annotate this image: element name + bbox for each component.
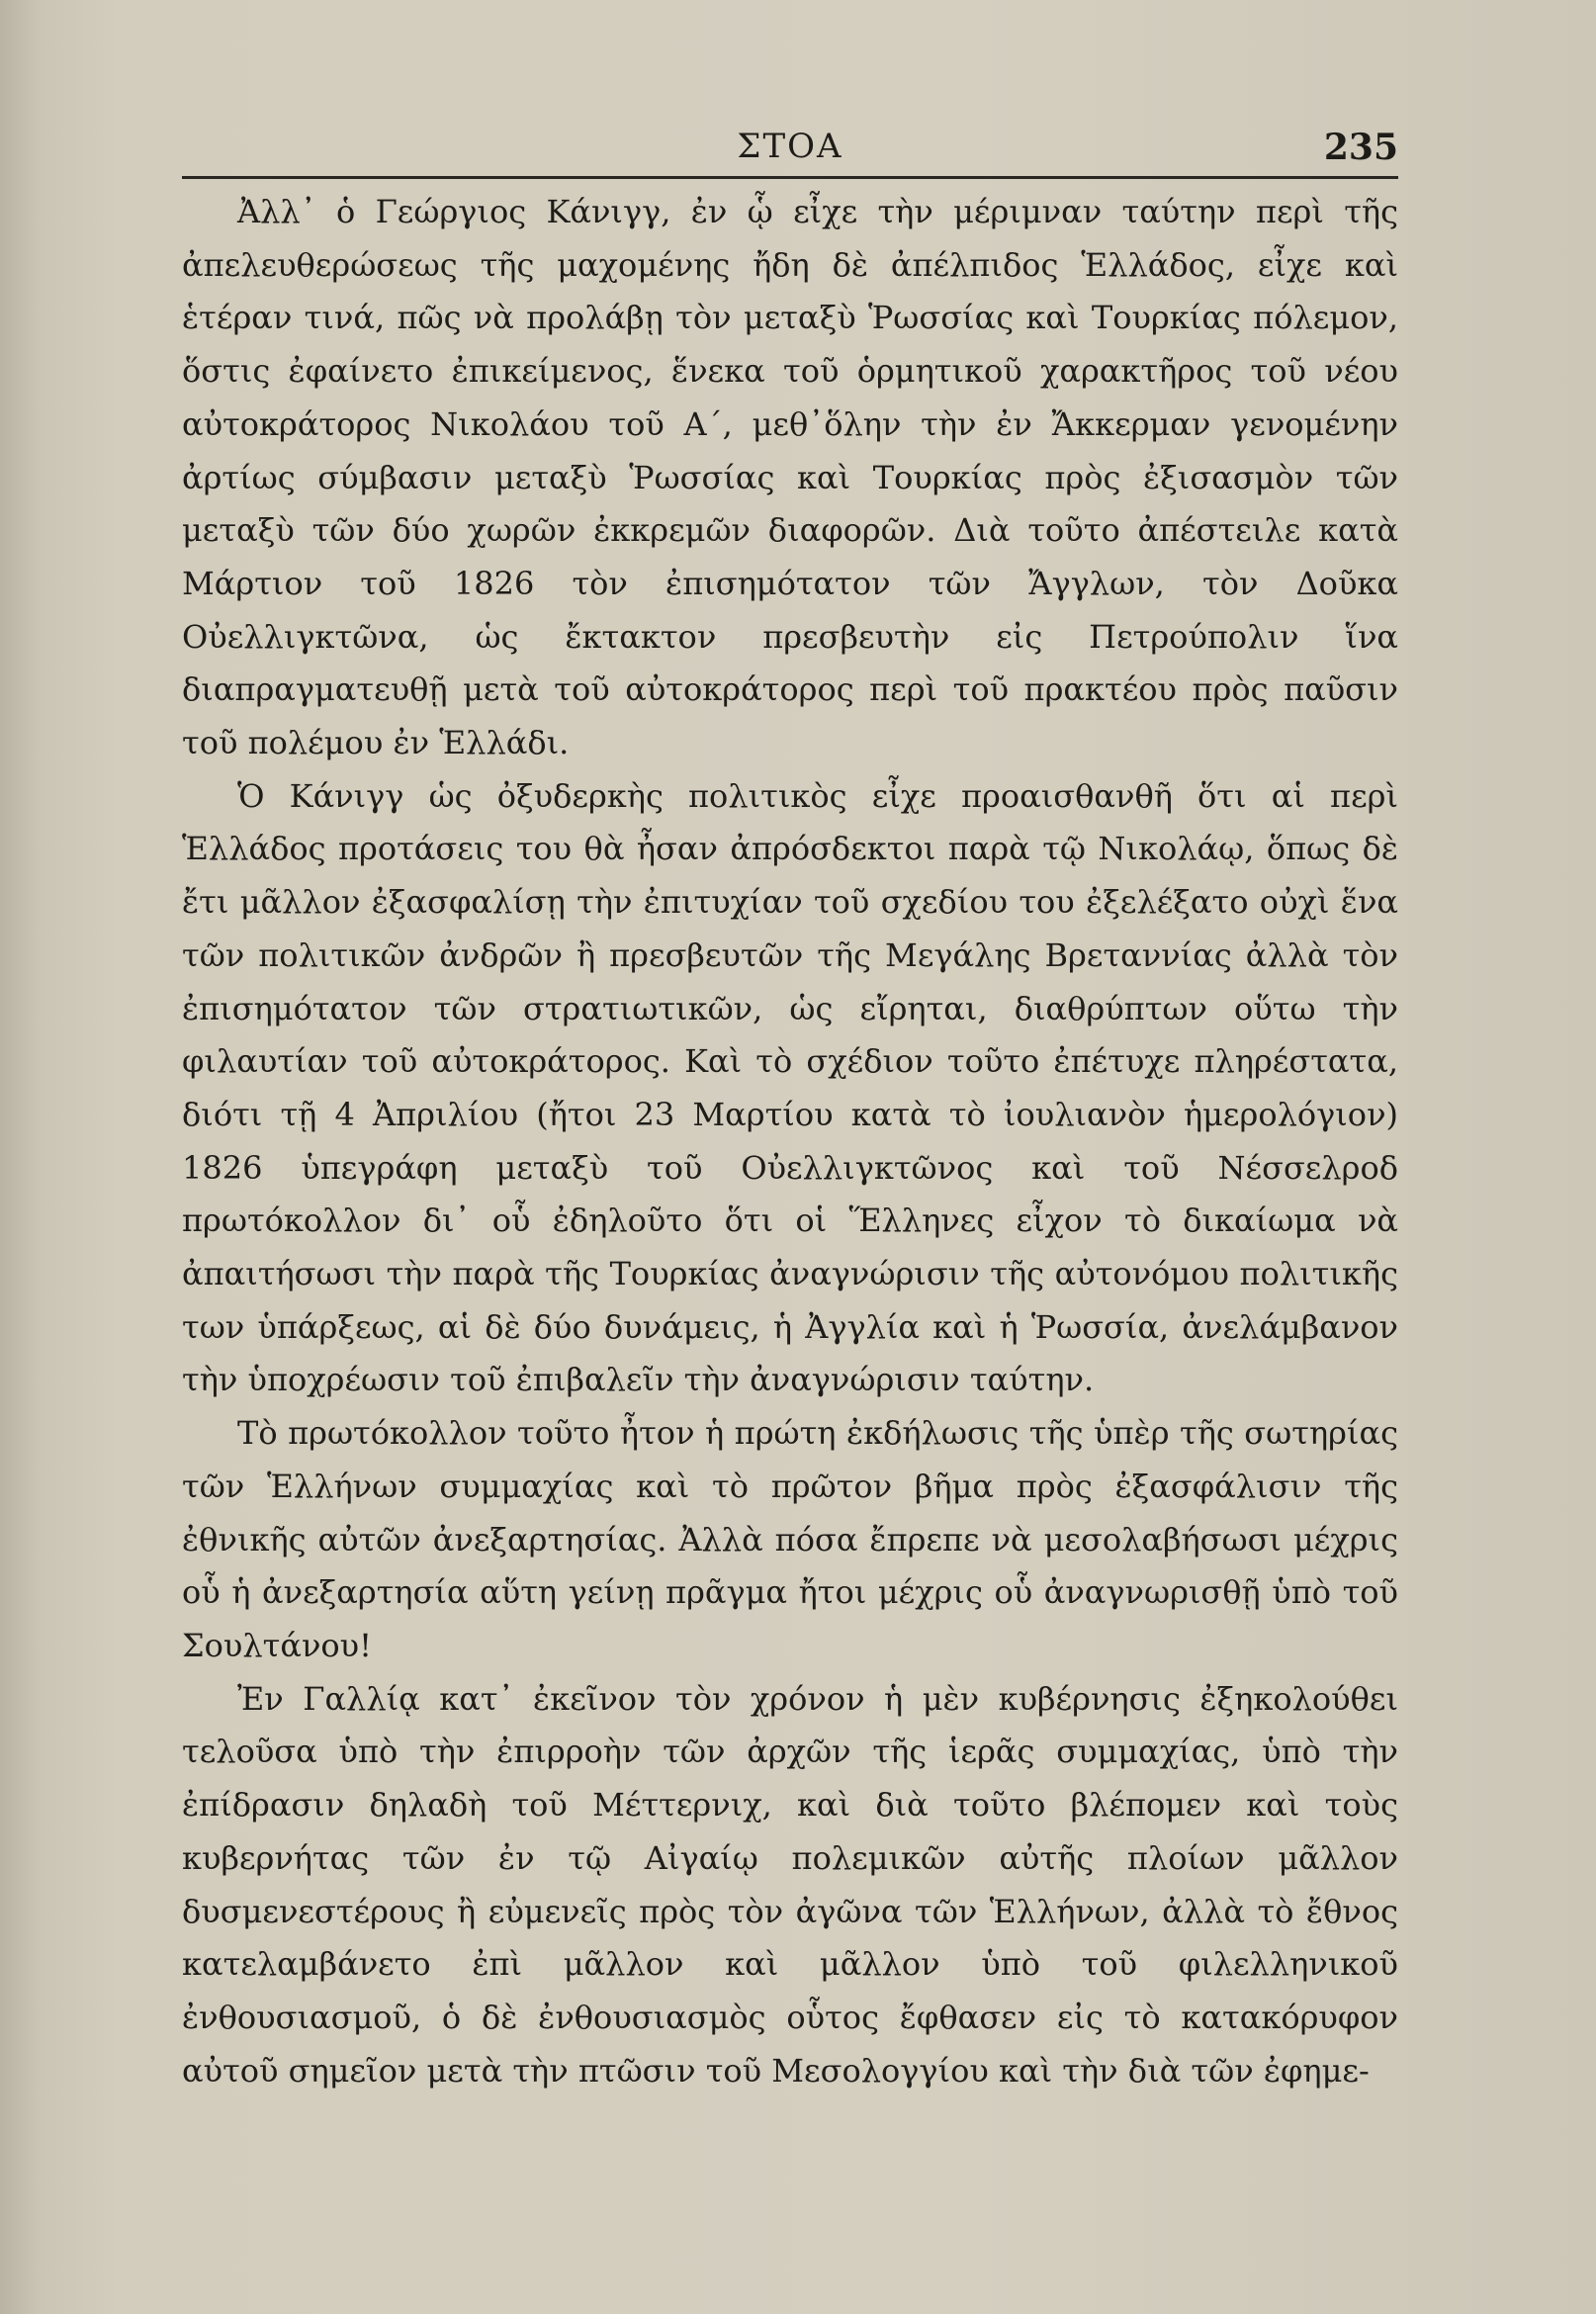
paragraph: Τὸ πρωτόκολλον τοῦτο ἦτον ἡ πρώτη ἐκδήλωσις τῆς ὑπὲρ τῆς σωτηρίας τῶν Ἑλλήνων συμμαχίας καὶ τὸ πρῶτον βῆμα πρὸς ἐξασφάλισιν τῆς ἐθνικῆς αὐτῶν ἀνεξαρτησίας. Ἀλλὰ πόσα ἔπρεπε νὰ μεσολαβήσωσι μέχρις οὗ ἡ ἀνεξαρτησία αὕτη γείνῃ πρᾶγμα ἤτοι μέχρις οὗ ἀναγνωρισθῇ ὑπὸ τοῦ Σουλτάνου!	[182, 1414, 1398, 1664]
page-header	[182, 127, 1398, 176]
page-number: 235	[1323, 127, 1398, 168]
header-rule	[182, 176, 1398, 179]
paragraph: Ἀλλ᾽ ὁ Γεώργιος Κάνιγγ, ἐν ᾧ εἶχε τὴν μέριμναν ταύτην περὶ τῆς ἀπελευθερώσεως τῆς μαχομένης ἤδη δὲ ἀπέλπιδος Ἑλλάδος, εἶχε καὶ ἑτέραν τινά, πῶς νὰ προλάβῃ τὸν μεταξὺ Ῥωσσίας καὶ Τουρκίας πόλεμον, ὅστις ἐφαίνετο ἐπικείμενος, ἕνεκα τοῦ ὁρμητικοῦ χαρακτῆρος τοῦ νέου αὐτοκράτορος Νικολάου τοῦ Α΄, μεθ᾽ὅλην τὴν ἐν Ἄκκερμαν γενομένην ἀρτίως σύμβασιν μεταξὺ Ῥωσσίας καὶ Τουρκίας πρὸς ἐξισασμὸν τῶν μεταξὺ τῶν δύο χωρῶν ἐκκρεμῶν διαφορῶν. Διὰ τοῦτο ἀπέστειλε κατὰ Μάρτιον τοῦ 1826 τὸν ἐπισημότατον τῶν Ἄγγλων, τὸν Δοῦκα Οὐελλιγκτῶνα, ὡς ἔκτακτον πρεσβευτὴν εἰς Πετρούπολιν ἵνα διαπραγματευθῇ μετὰ τοῦ αὐτοκράτορος περὶ τοῦ πρακτέου πρὸς παῦσιν τοῦ πολέμου ἐν Ἑλλάδι.	[182, 193, 1398, 762]
paragraph: Ἐν Γαλλίᾳ κατ᾽ ἐκεῖνον τὸν χρόνον ἡ μὲν κυβέρνησις ἐξηκολούθει τελοῦσα ὑπὸ τὴν ἐπιρροὴν τῶν ἀρχῶν τῆς ἱερᾶς συμμαχίας, ὑπὸ τὴν ἐπίδρασιν δηλαδὴ τοῦ Μέττερνιχ, καὶ διὰ τοῦτο βλέπομεν καὶ τοὺς κυβερνήτας τῶν ἐν τῷ Αἰγαίῳ πολεμικῶν αὐτῆς πλοίων μᾶλλον δυσμενεστέρους ἢ εὐμενεῖς πρὸς τὸν ἀγῶνα τῶν Ἑλλήνων, ἀλλὰ τὸ ἔθνος κατελαμβάνετο ἐπὶ μᾶλλον καὶ μᾶλλον ὑπὸ τοῦ φιλελληνικοῦ ἐνθουσιασμοῦ, ὁ δὲ ἐνθουσιασμὸς οὗτος ἔφθασεν εἰς τὸ κατακόρυφον αὐτοῦ σημεῖον μετὰ τὴν πτῶσιν τοῦ Μεσολογγίου καὶ τὴν διὰ τῶν ἐφημε-	[182, 1679, 1398, 2090]
body-text	[182, 186, 1398, 2097]
running-title: ΣΤΟΑ	[737, 127, 843, 166]
paragraph: Ὁ Κάνιγγ ὡς ὀξυδερκὴς πολιτικὸς εἶχε προαισθανθῆ ὅτι αἱ περὶ Ἑλλάδος προτάσεις του θὰ ἦσαν ἀπρόσδεκτοι παρὰ τῷ Νικολάῳ, ὅπως δὲ ἔτι μᾶλλον ἐξασφαλίσῃ τὴν ἐπιτυχίαν τοῦ σχεδίου του ἐξελέξατο οὐχὶ ἕνα τῶν πολιτικῶν ἀνδρῶν ἢ πρεσβευτῶν τῆς Μεγάλης Βρεταννίας ἀλλὰ τὸν ἐπισημότατον τῶν στρατιωτικῶν, ὡς εἴρηται, διαθρύπτων οὕτω τὴν φιλαυτίαν τοῦ αὐτοκράτορος. Καὶ τὸ σχέδιον τοῦτο ἐπέτυχε πληρέστατα, διότι τῇ 4 Ἀπριλίου (ἤτοι 23 Μαρτίου κατὰ τὸ ἰουλιανὸν ἡμερολόγιον) 1826 ὑπεγράφη μεταξὺ τοῦ Οὐελλιγκτῶνος καὶ τοῦ Νέσσελροδ πρωτόκολλον δι᾽ οὗ ἐδηλοῦτο ὅτι οἱ Ἕλληνες εἶχον τὸ δικαίωμα νὰ ἀπαιτήσωσι τὴν παρὰ τῆς Τουρκίας ἀναγνώρισιν τῆς αὐτονόμου πολιτικῆς των ὑπάρξεως, αἱ δὲ δύο δυνάμεις, ἡ Ἀγγλία καὶ ἡ Ῥωσσία, ἀνελάμβανον τὴν ὑποχρέωσιν τοῦ ἐπιβαλεῖν τὴν ἀναγνώρισιν ταύτην.	[182, 776, 1398, 1399]
